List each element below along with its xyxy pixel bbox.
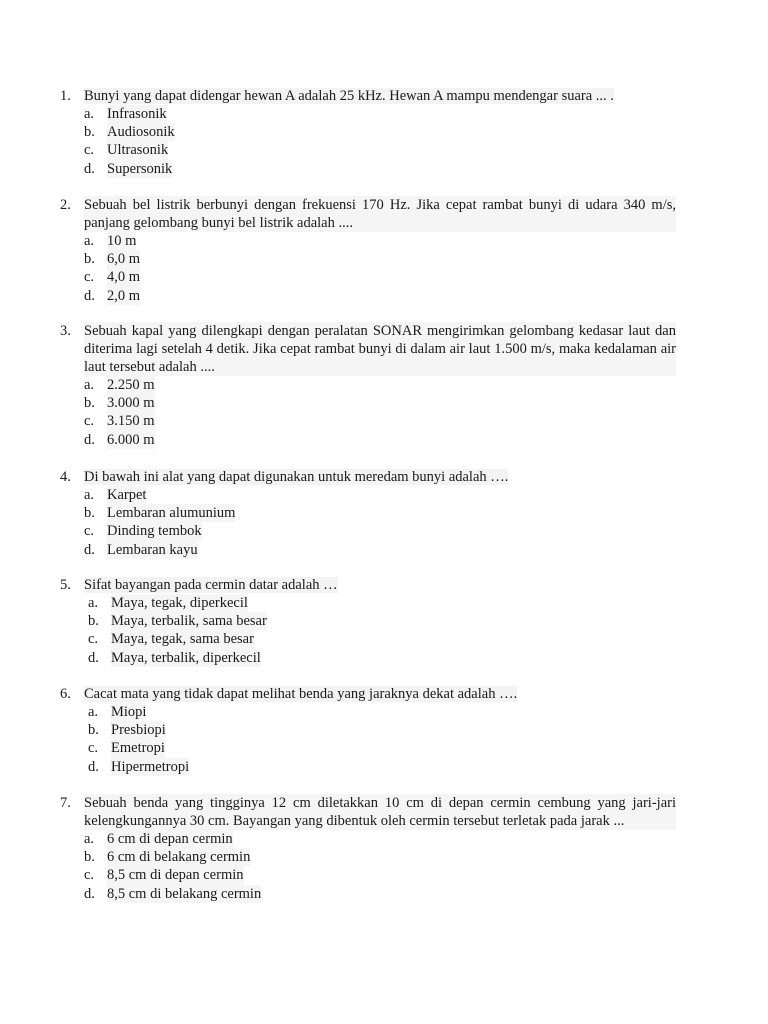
option-text: 6,0 m [107,251,141,268]
option-c [60,141,676,159]
option-text: Audiosonik [107,124,175,141]
option-text: Lembaran kayu [107,541,198,558]
option-letter: d. [84,885,95,902]
option-text: Supersonik [107,160,173,177]
question-stem [60,794,676,830]
option-a [60,703,676,721]
option-text: Hipermetropi [111,758,190,775]
option-text: Maya, tegak, sama besar [111,631,254,648]
question-number: 4. [60,469,71,485]
option-text: Dinding tembok [107,523,202,540]
option-d [60,649,676,667]
option-text: 8,5 cm di depan cermin [107,867,244,884]
option-d [60,287,676,305]
option-c [60,739,676,757]
question-stem [60,87,676,105]
option-text: Emetropi [111,740,165,757]
option-text: 8,5 cm di belakang cermin [107,885,262,902]
question-6 [60,685,676,776]
option-letter: a. [88,704,99,720]
option-text: 6.000 m [107,431,155,448]
option-letter: d. [84,431,95,448]
option-c [60,412,676,430]
option-letter: c. [84,269,95,286]
option-letter: d. [84,287,95,304]
question-2 [60,196,676,305]
option-text: 2.250 m [107,377,155,393]
option-list [60,105,676,178]
option-letter: a. [84,487,95,503]
option-b [60,612,676,630]
option-text: Lembaran alumunium [107,505,236,522]
question-number: 3. [60,323,71,339]
option-list [60,376,676,449]
option-letter: d. [88,758,99,775]
question-stem [60,576,676,594]
question-stem [60,196,676,232]
option-text: Miopi [111,704,147,720]
question-text: Bunyi yang dapat didengar hewan A adalah 25 kHz. Hewan A mampu mendengar suara ... . [84,88,614,104]
option-letter: a. [84,831,95,847]
option-d [60,431,676,449]
question-stem [60,685,676,703]
option-text: Maya, terbalik, sama besar [111,613,267,630]
option-b [60,394,676,412]
question-text: Sebuah kapal yang dilengkapi dengan peralatan SONAR mengirimkan gelombang kedasar laut dan diterima lagi setelah 4 detik. Jika cepat rambat bunyi di dalam air laut 1.500 m/s, maka kedalaman air laut tersebut adalah .... [84,323,676,375]
option-a [60,232,676,250]
option-text: Presbiopi [111,722,166,739]
option-letter: c. [84,413,95,430]
option-text: 10 m [107,233,137,249]
option-letter: c. [84,142,95,159]
option-list [60,232,676,305]
option-letter: d. [84,160,95,177]
option-d [60,885,676,903]
option-text: 6 cm di belakang cermin [107,849,251,866]
option-text: 3.000 m [107,395,155,412]
option-b [60,504,676,522]
option-text: 2,0 m [107,287,141,304]
option-letter: b. [88,613,99,630]
question-4 [60,468,676,559]
question-text: Sebuah benda yang tingginya 12 cm diletakkan 10 cm di depan cermin cembung yang jari-jari kelengkungannya 30 cm. Bayangan yang dibentuk oleh cermin tersebut terletak pada jarak ... [84,795,676,829]
option-letter: d. [88,649,99,666]
option-letter: a. [84,377,95,393]
option-c [60,268,676,286]
option-b [60,721,676,739]
option-letter: a. [84,106,95,122]
option-d [60,160,676,178]
option-list [60,703,676,776]
option-d [60,541,676,559]
option-letter: a. [84,233,95,249]
option-letter: c. [88,740,99,757]
option-c [60,866,676,884]
option-list [60,486,676,559]
option-letter: c. [88,631,99,648]
option-b [60,123,676,141]
option-letter: a. [88,595,99,611]
question-number: 7. [60,795,71,811]
option-c [60,522,676,540]
option-c [60,630,676,648]
option-b [60,848,676,866]
option-letter: b. [88,722,99,739]
option-list [60,594,676,667]
option-text: Infrasonik [107,106,167,122]
question-text: Di bawah ini alat yang dapat digunakan untuk meredam bunyi adalah …. [84,469,509,485]
option-b [60,250,676,268]
option-list [60,830,676,903]
question-number: 1. [60,88,71,104]
question-5 [60,576,676,667]
option-a [60,105,676,123]
question-1 [60,87,676,178]
option-text: 4,0 m [107,269,141,286]
question-7 [60,794,676,903]
question-3 [60,322,676,449]
question-number: 6. [60,686,71,702]
question-stem [60,322,676,376]
option-letter: b. [84,395,95,412]
option-letter: b. [84,505,95,522]
question-text: Sebuah bel listrik berbunyi dengan frekuensi 170 Hz. Jika cepat rambat bunyi di udara 340 m/s, panjang gelombang bunyi bel listrik adalah .... [84,197,676,231]
option-text: 3.150 m [107,413,155,430]
option-a [60,830,676,848]
option-letter: b. [84,251,95,268]
question-text: Sifat bayangan pada cermin datar adalah … [84,577,338,593]
option-a [60,486,676,504]
option-text: Ultrasonik [107,142,169,159]
option-letter: c. [84,867,95,884]
option-letter: b. [84,849,95,866]
option-text: Karpet [107,487,147,503]
option-letter: c. [84,523,95,540]
question-text: Cacat mata yang tidak dapat melihat benda yang jaraknya dekat adalah …. [84,686,518,702]
option-text: Maya, terbalik, diperkecil [111,649,261,666]
option-text: 6 cm di depan cermin [107,831,233,847]
question-number: 2. [60,197,71,213]
option-d [60,758,676,776]
option-a [60,594,676,612]
question-number: 5. [60,577,71,593]
option-a [60,376,676,394]
option-letter: d. [84,541,95,558]
option-text: Maya, tegak, diperkecil [111,595,248,611]
question-stem [60,468,676,486]
option-letter: b. [84,124,95,141]
